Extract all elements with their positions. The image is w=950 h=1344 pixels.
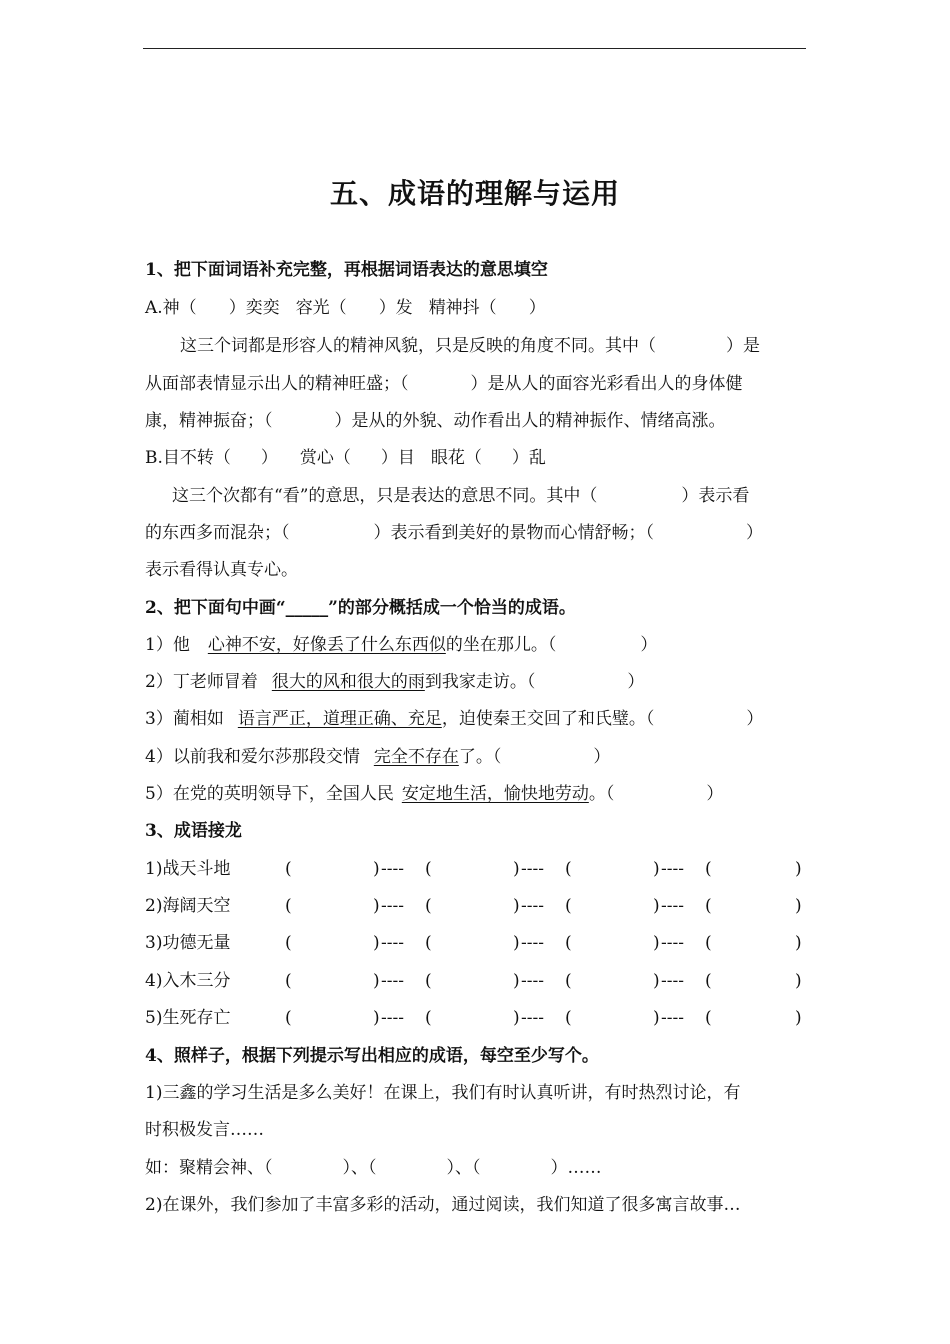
chain-blank-close: ) bbox=[653, 1008, 660, 1028]
chain-dash: ---- bbox=[661, 1008, 684, 1028]
chain-blank-close: ) bbox=[513, 1008, 520, 1028]
chain-blank-close: ) bbox=[373, 896, 380, 916]
q1-heading: 1、把下面词语补充完整，再根据词语表达的意思填空 bbox=[145, 260, 548, 280]
q1-a-para-line1: 这三个词都是形容人的精神风貌，只是反映的角度不同。其中（ ）是 bbox=[180, 336, 760, 356]
q1-a-line: A.神（ ）奕奕 容光（ ）发 精神抖（ ） bbox=[145, 298, 546, 318]
chain-blank-close: ) bbox=[653, 896, 660, 916]
chain-blank-close: ) bbox=[795, 1008, 802, 1028]
chain-blank-close: ) bbox=[373, 859, 380, 879]
q4-para2: 2)在课外，我们参加了丰富多彩的活动，通过阅读，我们知道了很多寓言故事… bbox=[145, 1195, 741, 1215]
chain-blank-close: ) bbox=[513, 896, 520, 916]
q4-example-line: 如：聚精会神、（ ）、（ ）、（ ）…… bbox=[145, 1158, 602, 1178]
q1-b-para-line1: 这三个次都有“看”的意思，只是表达的意思不同。其中（ ）表示看 bbox=[172, 486, 750, 506]
chain-blank-close: ) bbox=[795, 896, 802, 916]
chain-blank-open: ( bbox=[285, 933, 292, 953]
chain-blank-open: ( bbox=[565, 896, 572, 916]
chain-blank-open: ( bbox=[425, 859, 432, 879]
chain-start-idiom: 5)生死存亡 bbox=[145, 1008, 231, 1028]
chain-dash: ---- bbox=[381, 859, 404, 879]
chain-blank-open: ( bbox=[425, 896, 432, 916]
chain-dash: ---- bbox=[521, 859, 544, 879]
chain-blank-open: ( bbox=[565, 1008, 572, 1028]
chain-blank-close: ) bbox=[653, 859, 660, 879]
q1-b-line: B.目不转（ ） 赏心（ ）目 眼花（ ）乱 bbox=[145, 448, 546, 468]
chain-start-idiom: 2)海阔天空 bbox=[145, 896, 231, 916]
chain-blank-close: ) bbox=[795, 971, 802, 991]
chain-blank-close: ) bbox=[513, 859, 520, 879]
chain-dash: ---- bbox=[661, 896, 684, 916]
chain-blank-close: ) bbox=[373, 933, 380, 953]
chain-blank-open: ( bbox=[565, 933, 572, 953]
chain-blank-open: ( bbox=[425, 1008, 432, 1028]
chain-blank-close: ) bbox=[653, 933, 660, 953]
q2-item-5: 5）在党的英明领导下，全国人民 安定地生活，愉快地劳动。（ ） bbox=[145, 784, 724, 804]
chain-blank-open: ( bbox=[705, 933, 712, 953]
header-rule bbox=[143, 48, 806, 49]
chain-blank-open: ( bbox=[285, 971, 292, 991]
chain-start-idiom: 3)功德无量 bbox=[145, 933, 231, 953]
chain-dash: ---- bbox=[381, 971, 404, 991]
chain-blank-open: ( bbox=[565, 859, 572, 879]
q1-a-para-line2: 从面部表情显示出人的精神旺盛；（ ）是从人的面容光彩看出人的身体健 bbox=[145, 374, 743, 394]
chain-blank-open: ( bbox=[285, 1008, 292, 1028]
q4-para1-line1: 1)三鑫的学习生活是多么美好！在课上，我们有时认真听讲，有时热烈讨论，有 bbox=[145, 1083, 741, 1103]
chain-blank-close: ) bbox=[373, 1008, 380, 1028]
chain-dash: ---- bbox=[381, 933, 404, 953]
chain-blank-open: ( bbox=[705, 971, 712, 991]
q1-b-para-line3: 表示看得认真专心。 bbox=[145, 560, 298, 580]
chain-blank-close: ) bbox=[373, 971, 380, 991]
chain-blank-open: ( bbox=[705, 1008, 712, 1028]
chain-blank-open: ( bbox=[285, 859, 292, 879]
chain-blank-open: ( bbox=[285, 896, 292, 916]
chain-dash: ---- bbox=[661, 971, 684, 991]
chain-dash: ---- bbox=[381, 1008, 404, 1028]
chain-blank-open: ( bbox=[705, 896, 712, 916]
chain-blank-open: ( bbox=[425, 971, 432, 991]
q1-b-para-line2: 的东西多而混杂；（ ）表示看到美好的景物而心情舒畅；（ ） bbox=[145, 523, 763, 543]
q2-item-4: 4）以前我和爱尔莎那段交情 完全不存在了。（ ） bbox=[145, 747, 611, 767]
chain-dash: ---- bbox=[521, 933, 544, 953]
chain-blank-close: ) bbox=[795, 933, 802, 953]
q4-para1-line2: 时积极发言…… bbox=[145, 1120, 264, 1140]
chain-dash: ---- bbox=[521, 896, 544, 916]
chain-blank-close: ) bbox=[795, 859, 802, 879]
chain-dash: ---- bbox=[381, 896, 404, 916]
q4-heading: 4、照样子，根据下列提示写出相应的成语，每空至少写个。 bbox=[145, 1046, 599, 1066]
chain-dash: ---- bbox=[661, 933, 684, 953]
chain-blank-close: ) bbox=[653, 971, 660, 991]
q2-heading: 2、把下面句中画“_____”的部分概括成一个恰当的成语。 bbox=[145, 598, 576, 618]
q2-item-1: 1）他 心神不安，好像丢了什么东西似的坐在那儿。（ ） bbox=[145, 635, 658, 655]
page-title: 五、成语的理解与运用 bbox=[329, 177, 620, 210]
chain-dash: ---- bbox=[521, 1008, 544, 1028]
chain-blank-open: ( bbox=[565, 971, 572, 991]
q2-item-3: 3）蔺相如 语言严正，道理正确、充足，迫使秦王交回了和氏璧。（ ） bbox=[145, 709, 764, 729]
chain-dash: ---- bbox=[661, 859, 684, 879]
q3-heading: 3、成语接龙 bbox=[145, 821, 242, 841]
chain-dash: ---- bbox=[521, 971, 544, 991]
q2-item-2: 2）丁老师冒着 很大的风和很大的雨到我家走访。（ ） bbox=[145, 672, 645, 692]
chain-start-idiom: 4)入木三分 bbox=[145, 971, 231, 991]
chain-start-idiom: 1)战天斗地 bbox=[145, 859, 231, 879]
chain-blank-close: ) bbox=[513, 971, 520, 991]
chain-blank-open: ( bbox=[425, 933, 432, 953]
chain-blank-open: ( bbox=[705, 859, 712, 879]
q1-a-para-line3: 康，精神振奋；（ ）是从的外貌、动作看出人的精神振作、情绪高涨。 bbox=[145, 411, 726, 431]
chain-blank-close: ) bbox=[513, 933, 520, 953]
